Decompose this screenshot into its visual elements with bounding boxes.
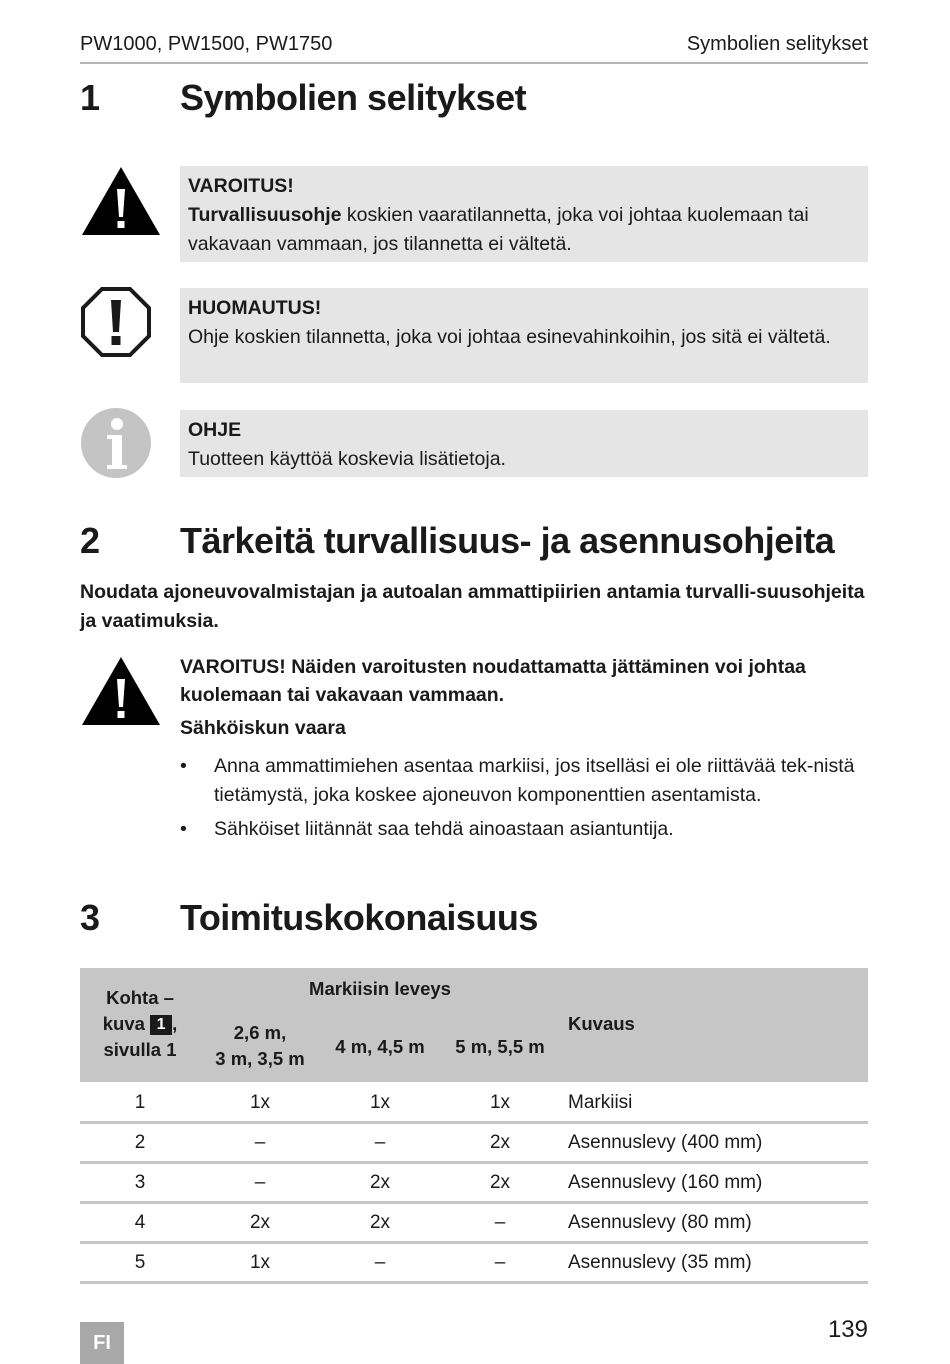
safety-intro: Noudata ajoneuvovalmistajan ja autoalan ammattipiirien antamia turvalli-suusohjeita ja vaatimuksia. [80,581,865,632]
list-item [180,815,868,844]
width-a-line2: 3 m, 3,5 m [215,1048,305,1069]
warning-label: VAROITUS! [188,175,294,197]
warning-text: koskien vaaratilannetta, joka voi johtaa kuolemaan tai vakavaan vammaan, jos tilannetta ei vältetä. [188,204,809,255]
cell-width-a: 1x [249,1252,271,1273]
cell-width-b: – [374,1132,386,1153]
notice-octagon-icon [80,286,152,363]
list-item [180,752,868,810]
item-header-kuva: kuva [102,1013,145,1034]
column-header-item [80,985,200,1063]
column-header-width-b: 4 m, 4,5 m [335,1036,425,1057]
table-header [80,968,868,1082]
section-3-number: 3 [80,897,101,938]
note-label: OHJE [188,419,242,441]
cell-width-c: – [494,1212,506,1233]
notice-box [180,288,868,383]
item-header-line3: sivulla 1 [103,1039,177,1060]
electric-shock-heading: Sähköiskun vaara [180,717,346,739]
cell-item: 4 [134,1212,146,1233]
cell-width-a: – [254,1132,266,1153]
safety-bullet-list [180,752,868,849]
cell-width-a: – [254,1172,266,1193]
notice-label: HUOMAUTUS! [188,297,322,319]
section-3-title: Toimituskokonaisuus [180,897,538,938]
bullet-text: Sähköiset liitännät saa tehdä ainoastaan asiantuntija. [214,818,674,840]
table-row [80,1084,868,1124]
section-1-title: Symbolien selitykset [180,77,527,118]
table-row [80,1164,868,1204]
item-header-comma: , [172,1013,178,1034]
width-a-line1: 2,6 m, [233,1022,287,1043]
cell-width-a: 1x [249,1092,271,1113]
figure-badge: 1 [150,1015,172,1035]
cell-width-b: 2x [369,1172,391,1193]
table-row [80,1204,868,1244]
safety-warning: VAROITUS! Näiden varoitusten noudattamatta jättäminen voi johtaa kuolemaan tai vakavaan vammaan. [180,656,806,706]
cell-item: 3 [134,1172,146,1193]
cell-description: Markiisi [568,1092,633,1113]
note-text: Tuotteen käyttöä koskevia lisätietoja. [188,448,506,470]
table-row [80,1124,868,1164]
column-header-description: Kuvaus [568,1013,635,1034]
cell-description: Asennuslevy (400 mm) [568,1132,763,1153]
cell-item: 2 [134,1132,146,1153]
cell-item: 1 [134,1092,146,1113]
cell-width-a: 2x [249,1212,271,1233]
cell-width-c: – [494,1252,506,1273]
cell-description: Asennuslevy (160 mm) [568,1172,763,1193]
cell-width-b: – [374,1252,386,1273]
cell-width-c: 2x [489,1172,511,1193]
header-model-list: PW1000, PW1500, PW1750 [80,33,333,55]
table-row [80,1244,868,1284]
cell-width-c: 2x [489,1132,511,1153]
bullet-icon: • [180,818,187,840]
cell-item: 5 [134,1252,146,1273]
item-header-line2 [80,1011,200,1037]
section-1-number: 1 [80,77,101,118]
page-number: 139 [827,1316,868,1343]
column-group-header-width: Markiisin leveys [309,978,451,999]
warning-lead: Turvallisuusohje [188,204,342,226]
column-header-width-c: 5 m, 5,5 m [455,1036,545,1057]
language-tab: FI [80,1322,124,1364]
warning-triangle-icon [80,655,162,732]
notice-text: Ohje koskien tilannetta, joka voi johtaa esinevahinkoihin, jos sitä ei vältetä. [188,326,831,348]
cell-width-b: 1x [369,1092,391,1113]
section-2-number: 2 [80,520,101,561]
bullet-text: Anna ammattimiehen asentaa markiisi, jos itselläsi ei ole riittävää tek-nistä tietämystä, joka koskee ajoneuvon komponenttien asentamista. [214,755,855,806]
bullet-icon: • [180,755,187,777]
warning-triangle-icon [80,165,162,242]
warning-box [180,166,868,262]
column-header-width-a [200,1020,320,1072]
cell-description: Asennuslevy (80 mm) [568,1212,752,1233]
cell-description: Asennuslevy (35 mm) [568,1252,752,1273]
info-icon [80,407,152,484]
cell-width-c: 1x [489,1092,511,1113]
cell-width-b: 2x [369,1212,391,1233]
section-2-title: Tärkeitä turvallisuus- ja asennusohjeita [180,520,835,561]
header-section-title: Symbolien selitykset [686,33,868,55]
note-box [180,410,868,477]
item-header-line1: Kohta – [106,987,174,1008]
running-header [80,30,868,64]
